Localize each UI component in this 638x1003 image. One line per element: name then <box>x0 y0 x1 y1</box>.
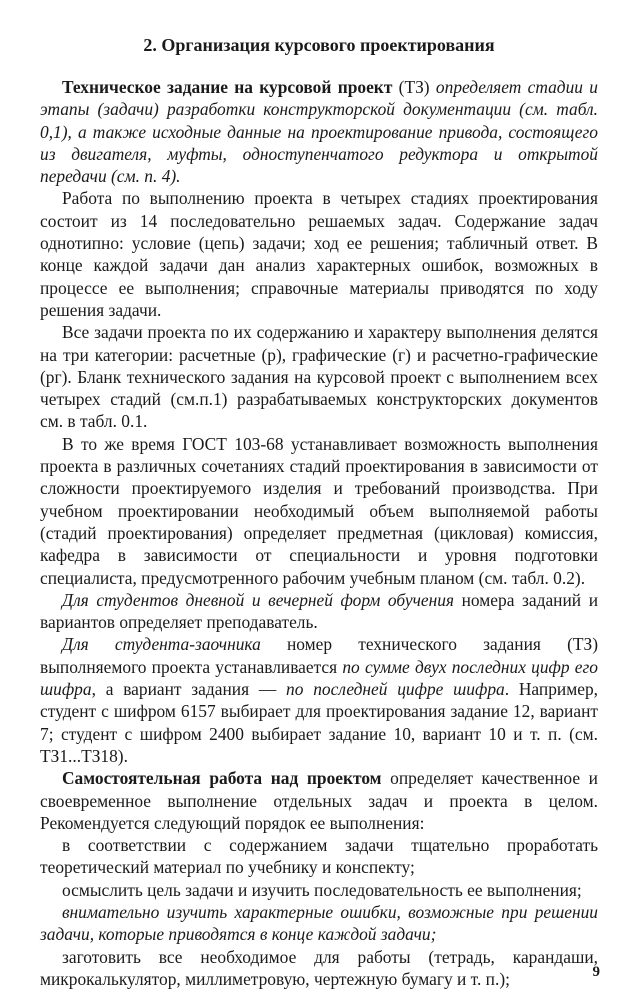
list-item-goal: осмыслить цель задачи и изучить последовательность ее выполнения; <box>62 879 582 900</box>
paragraph-independent-work <box>40 767 598 834</box>
italic-span: внимательно изучить характерные ошибки, возможные при решении задачи, которые приводятся в конце каждой задачи; <box>40 901 598 945</box>
text-span: номер технического задания (ТЗ) выполняемого проекта устанавливается <box>40 634 598 677</box>
text-span: , а вариант задания — <box>91 679 287 700</box>
italic-span: по сумме двух последних цифр его шифра <box>40 656 598 700</box>
text-span: определяет качественное и своевременное выполнение отдельных задач и проекта в целом. Рекомендуется следующий порядок ее выполнения: <box>40 768 598 833</box>
paragraph-stages: Работа по выполнению проекта в четырех стадиях проектирования состоит из 14 последовательно решаемых задач. Содержание задач однотипно: условие (цепь) задачи; ход ее решения; табличный ответ. В конце каждой задачи дан анализ характерных ошибок, возможных в процессе ее выполнения; справочные материалы приводятся по ходу решения задачи. <box>40 188 598 320</box>
list-item-theory: в соответствии с содержанием задачи тщательно проработать теоретический материал по учебнику и конспекту; <box>40 835 598 878</box>
italic-span: Для студента-заочника <box>62 634 261 655</box>
term-technical-assignment: Техническое задание на курсовой проект <box>62 77 393 97</box>
page-number: 9 <box>592 964 600 980</box>
paragraph-extramural <box>40 633 598 767</box>
text-span: . Например, студент с шифром 6157 выбирает для проектирования задание 12, вариант 7; студент с шифром 2400 выбирает задание 10, вариант 10 и т. п. (см. ТЗ1...ТЗ18). <box>40 679 598 766</box>
paragraph-categories: Все задачи проекта по их содержанию и характеру выполнения делятся на три категории: расчетные (р), графические (г) и расчетно-графические (рг). Бланк технического задания на курсовой проект с выполнением всех четырех стадий (см.п.1) разрабатываемых конструкторских документов см. в табл. 0.1. <box>40 322 598 432</box>
italic-span: по последней цифре шифра <box>286 679 505 700</box>
italic-span: определяет стадии и этапы (задачи) разработки конструкторской документации (см. табл. 0,1), а также исходные данные на проектирование привода, состоящего из двигателя, муфты, одноступенчатого редуктора и открытой передачи (см. п. 4). <box>40 77 598 187</box>
paragraph-gost: В то же время ГОСТ 103-68 устанавливает возможность выполнения проекта в различных сочетаниях стадий проектирования в зависимости от сложности проектируемого изделия и требований производства. При учебном проектировании необходимый объем выполняемой работы (стадий проектирования) определяет предметная (цикловая) комиссия, кафедра в зависимости от специальности и уровня подготовки специалиста, предусмотренного рабочим учебным планом (см. табл. 0.2). <box>40 433 598 588</box>
list-item-errors <box>40 901 598 946</box>
paragraph-technical-assignment <box>40 76 598 187</box>
term-independent-work: Самостоятельная работа над проектом <box>62 768 382 789</box>
italic-span: Для студентов дневной и вечерней форм обучения <box>62 589 455 610</box>
section-heading: 2. Организация курсового проектирования <box>143 35 495 55</box>
list-item-materials: заготовить все необходимое для работы (тетрадь, карандаши, микрокалькулятор, миллиметровую, чертежную бумагу и т. п.); <box>40 946 598 989</box>
paragraph-day-students <box>40 589 598 634</box>
text-span: номера заданий и вариантов определяет преподаватель. <box>40 589 598 633</box>
text-span: (ТЗ) <box>392 77 436 97</box>
